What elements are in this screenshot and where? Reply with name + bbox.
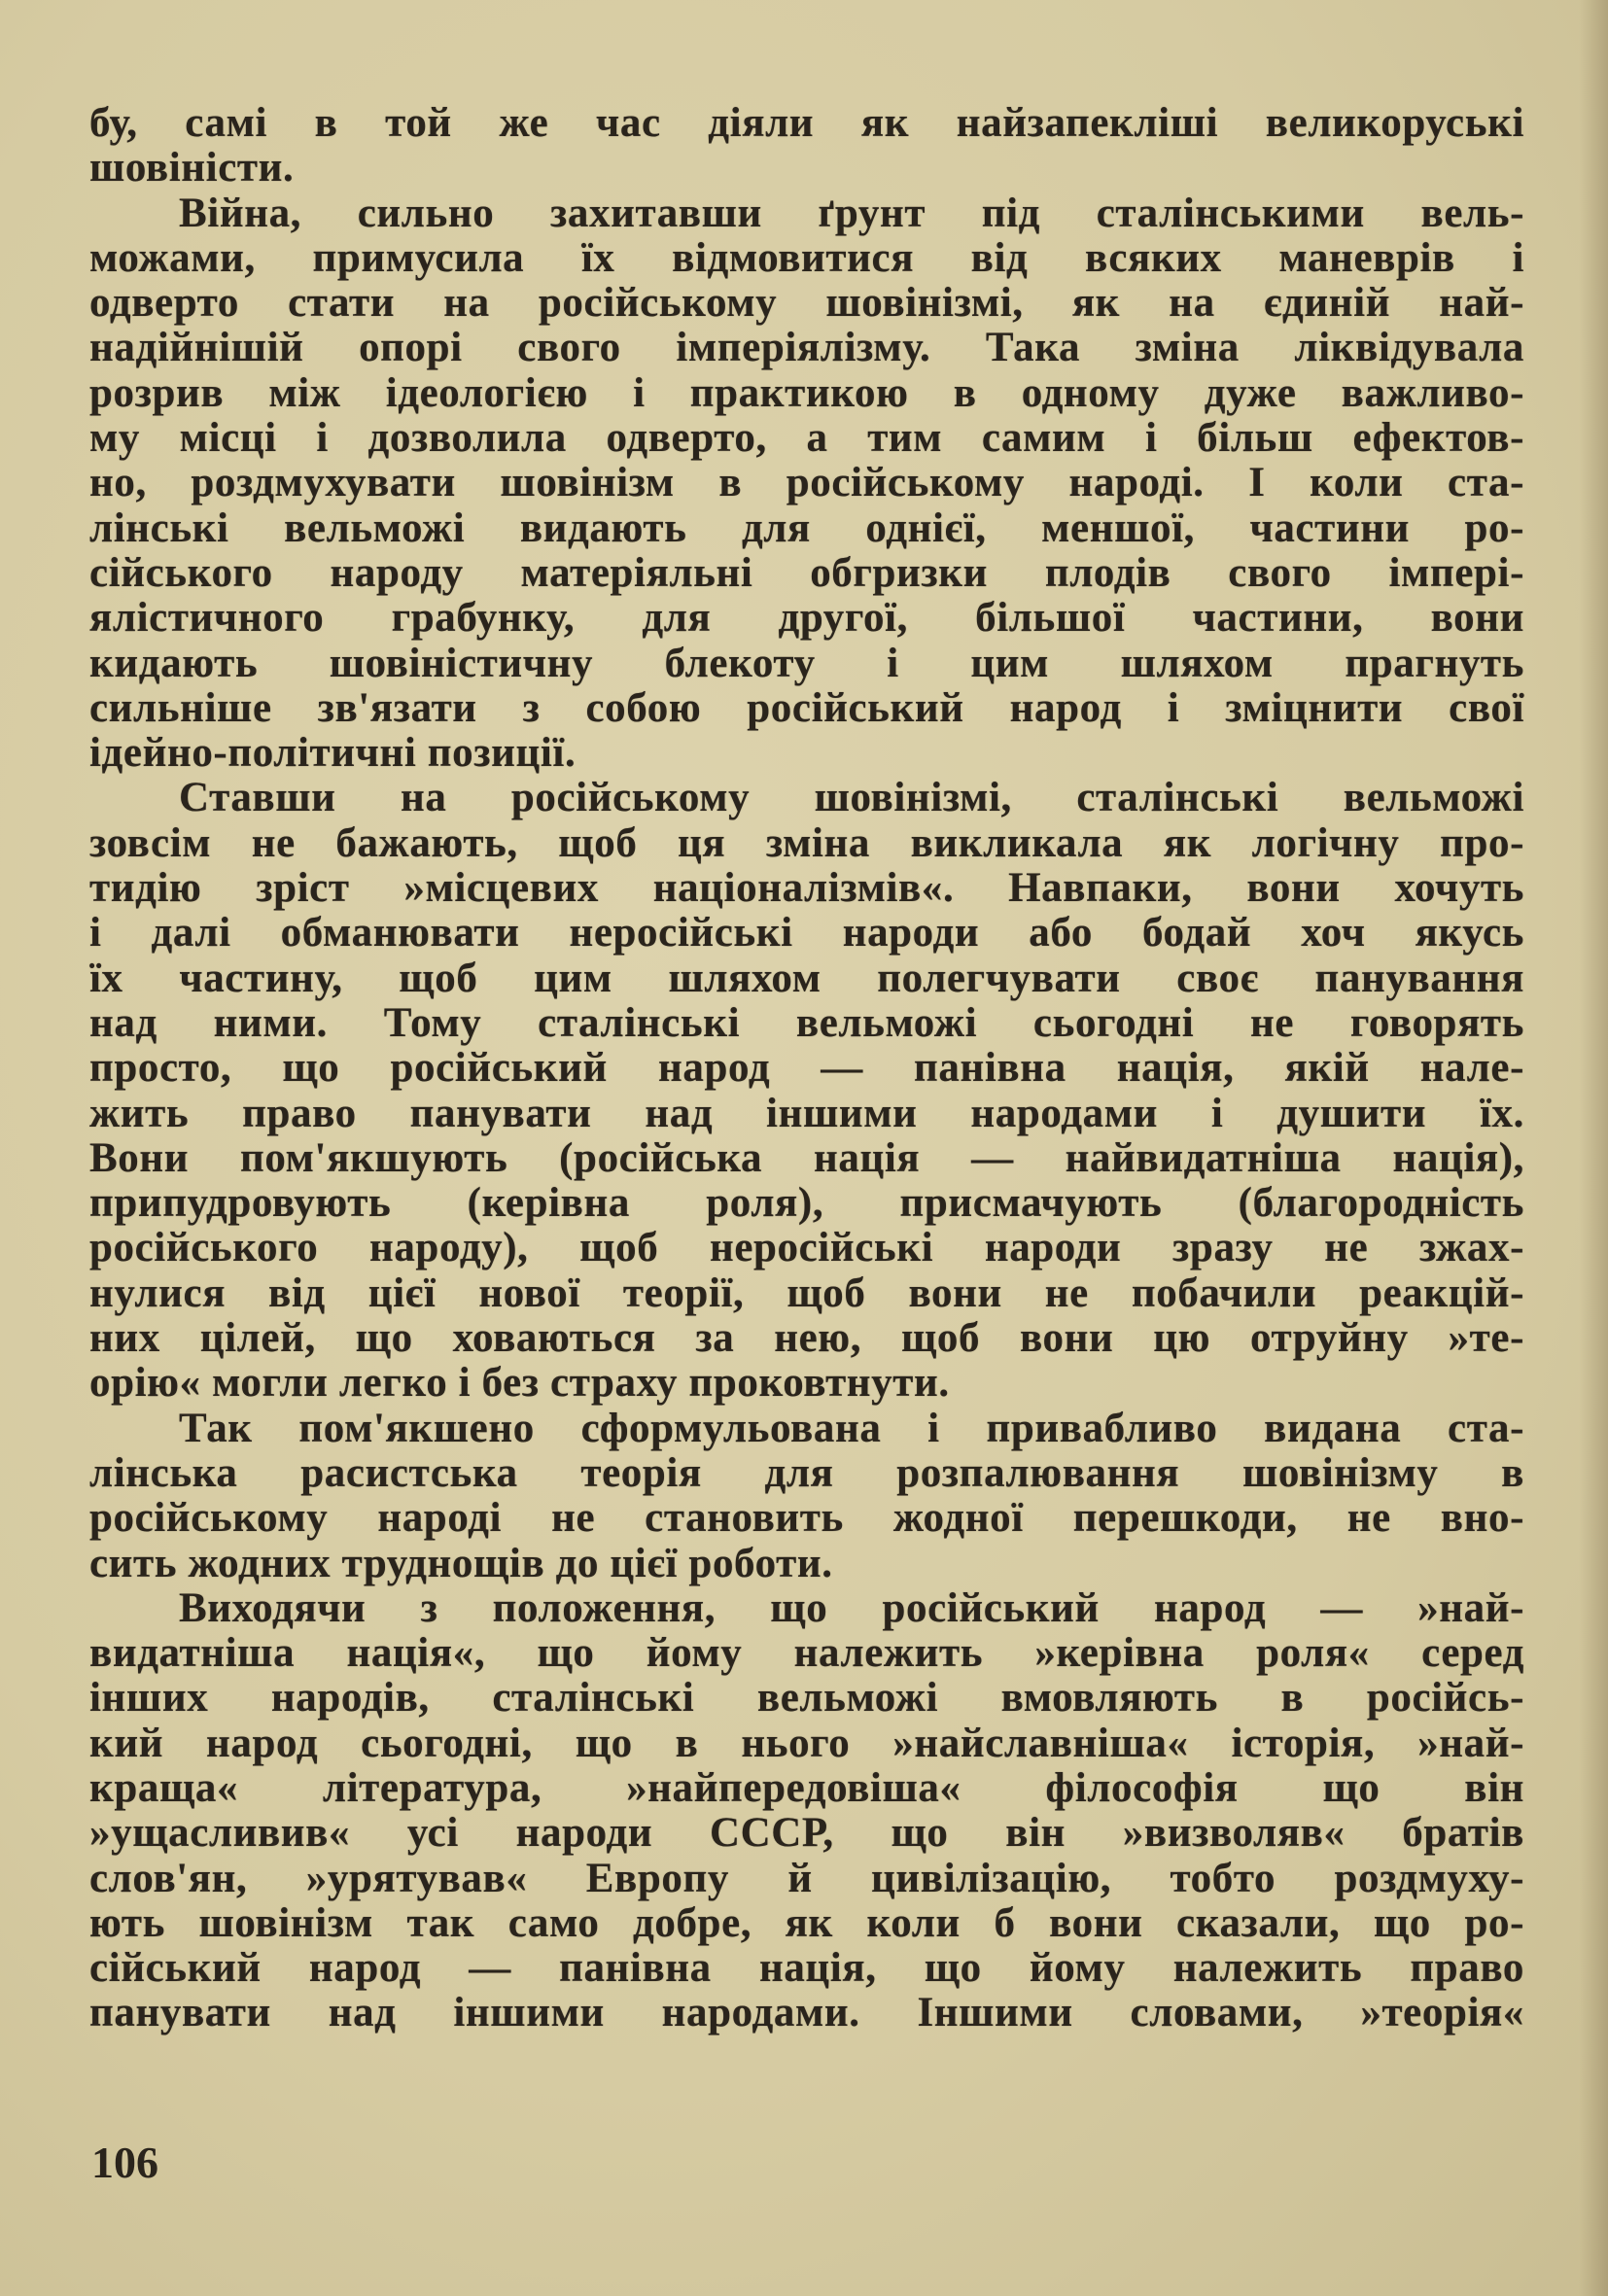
text-line: Війна, сильно захитавши ґрунт під сталінськими вель- [179,190,1524,236]
text-line: сильніше зв'язати з собою російський народ і зміцнити свої [89,684,1524,731]
text-line: кидають шовіністичну блекоту і цим шляхом прагнуть [89,640,1524,686]
text-line: над ними. Тому сталінські вельможі сьогодні не говорять [89,999,1524,1046]
text-line: розрив між ідеологією і практикою в одному дуже важливо- [89,369,1524,416]
text-line: панувати над іншими народами. Іншими словами, »теорія« [89,1990,1524,2036]
text-line: російського народу), щоб неросійські народи зразу не зжах- [89,1225,1524,1271]
text-line: жить право панувати над іншими народами і душити їх. [89,1090,1524,1136]
text-line: лінські вельможі видають для однієї, меншої, частини ро- [89,504,1524,551]
text-line: видатніша нація«, що йому належить »керівна роля« серед [89,1630,1524,1677]
text-line: сійського народу матеріяльні обгризки плодів свого імпері- [89,549,1524,596]
text-line: но, роздмухувати шовінізм в російському народі. І коли ста- [89,460,1524,506]
text-line: ють шовінізм так само добре, як коли б вони сказали, що ро- [89,1899,1524,1946]
text-line: му місці і дозволила одверто, а тим самим і більш ефектов- [89,415,1524,462]
text-line: одверто стати на російському шовінізмі, як на єдиній най- [89,280,1524,327]
text-line: російському народі не становить жодної перешкоди, не вно- [89,1495,1524,1542]
text-line: бу, самі в той же час діяли як найзапекліші великоруські [89,100,1524,146]
text-line: надійнішій опорі свого імперіялізму. Така зміна ліквідувала [89,325,1524,371]
text-line: їх частину, щоб цим шляхом полегчувати своє панування [89,955,1524,1001]
text-line: кий народ сьогодні, що в нього »найславніша« історія, »най- [89,1720,1524,1766]
text-line: ідейно-політичні позиції. [89,730,577,777]
text-line: орію« могли легко і без страху проковтнути. [89,1360,950,1407]
page-number: 106 [91,2138,158,2187]
text-line: ялістичного грабунку, для другої, більшої частини, вони [89,595,1524,642]
text-line: шовіністи. [89,145,295,191]
text-line: просто, що російський народ — панівна нація, якій нале- [89,1045,1524,1092]
text-line: сійський народ — панівна нація, що йому належить право [89,1945,1524,1992]
text-line: тидію зріст »місцевих націоналізмів«. Навпаки, вони хочуть [89,865,1524,912]
text-line: слов'ян, »урятував« Европу й цивілізацію, тобто роздмуху- [89,1855,1524,1901]
text-line: сить жодних труднощів до цієї роботи. [89,1540,833,1586]
text-line: інших народів, сталінські вельможі вмовляють в російсь- [89,1675,1524,1722]
text-line: зовсім не бажають, щоб ця зміна викликала як логічну про- [89,819,1524,866]
text-line: Вони пом'якшують (російська нація — найвидатніша нація), [89,1134,1524,1181]
body-text [89,101,1524,2036]
text-line: »ущасливив« усі народи СССР, що він »визволяв« братів [89,1810,1524,1857]
text-line: припудровують (керівна роля), присмачують (благородність [89,1180,1524,1227]
text-line: них цілей, що ховаються за нею, щоб вони цю отруйну »те- [89,1315,1524,1362]
text-line: Так пом'якшено сформульована і привабливо видана ста- [179,1405,1524,1451]
text-line: Виходячи з положення, що російський народ — »най- [179,1584,1524,1631]
page-edge-shadow [1579,0,1608,2296]
text-line: лінська расистська теорія для розпалювання шовінізму в [89,1449,1524,1496]
text-line: Ставши на російському шовінізмі, сталінські вельможі [179,775,1524,821]
text-line: нулися від цієї нової теорії, щоб вони не побачили реакцій- [89,1270,1524,1316]
text-line: краща« література, »найпередовіша« філософія що він [89,1764,1524,1811]
text-line: і далі обманювати неросійські народи або бодай хоч якусь [89,910,1524,957]
text-line: можами, примусила їх відмовитися від всяких маневрів і [89,234,1524,281]
